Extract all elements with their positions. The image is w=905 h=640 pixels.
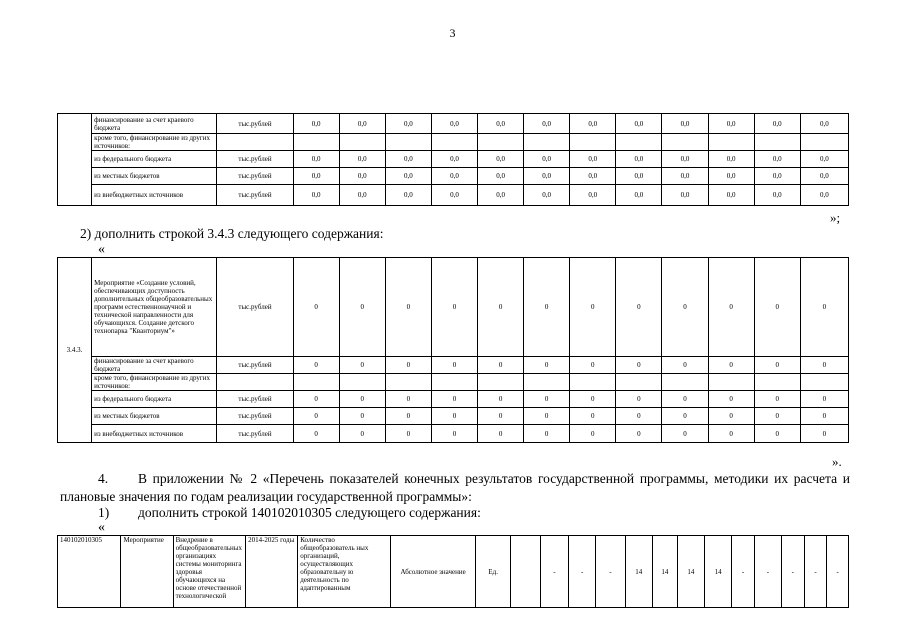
row-value [524,374,570,391]
row-value: 0 [616,391,662,408]
row-value [385,134,431,151]
row-value: 0 [293,258,339,357]
row-value: 0,0 [339,185,385,206]
row-number [58,114,92,206]
row-unit: тыс.рублей [217,425,293,443]
row-value: 0,0 [616,151,662,168]
row-unit: тыс.рублей [217,391,293,408]
row-value: 0 [293,391,339,408]
indicator-value: - [540,536,568,608]
row-value: 0 [800,357,848,374]
row-name: из местных бюджетов [92,168,217,185]
row-value: 0,0 [524,185,570,206]
row-value: 0,0 [754,185,800,206]
row-value [754,374,800,391]
indicator-description: Количество общеобразователь ных организаций, осуществляющих образовательну ю деятельность по адаптированным [298,536,391,608]
row-value: 0 [754,391,800,408]
row-unit [217,134,293,151]
row-value: 0 [524,425,570,443]
row-name: финансирование за счет краевого бюджета [92,114,217,134]
row-value: 0,0 [662,114,708,134]
row-unit [217,374,293,391]
row-value [339,374,385,391]
item-4-1-text: дополнить строкой 140102010305 следующего содержания: [138,505,481,520]
row-value: 0 [431,391,477,408]
row-value: 0 [708,391,754,408]
indicator-value: 14 [625,536,652,608]
row-value: 0,0 [478,168,524,185]
table-row [58,151,849,168]
indicator-measure-name: Внедрение в общеобразовательных организациях системы мониторинга здоровья обучающихся на основе отечественной технологической [173,536,246,608]
row-value: 0,0 [662,185,708,206]
row-value [478,134,524,151]
row-value: 0,0 [293,185,339,206]
row-value: 0 [708,408,754,425]
row-value: 0,0 [293,151,339,168]
table-row [58,391,849,408]
row-value: 0 [478,258,524,357]
row-value: 0 [385,357,431,374]
row-value: 0 [662,408,708,425]
indicator-value: 14 [652,536,677,608]
item-2-text: 2) дополнить строкой 3.4.3 следующего содержания: [80,226,384,241]
row-value [293,134,339,151]
row-value: 0,0 [616,168,662,185]
row-value: 0,0 [570,151,616,168]
indicator-value: - [782,536,805,608]
row-value [570,374,616,391]
row-value: 0 [385,391,431,408]
row-value: 0 [662,258,708,357]
row-value: 0,0 [570,114,616,134]
row-value: 0 [431,408,477,425]
indicator-period: 2014-2025 годы [246,536,298,608]
row-value: 0,0 [662,168,708,185]
row-name: Мероприятие «Создание условий, обеспечивающих доступность дополнительных общеобразовательных программ естественнонаучной и технической направленности для обучающихся. Создание детского технопарка "Кванториум"» [92,258,217,357]
row-value: 0 [754,425,800,443]
row-value [339,134,385,151]
row-value: 0,0 [800,114,848,134]
row-value: 0 [339,391,385,408]
row-value [293,374,339,391]
row-value: 0 [570,408,616,425]
row-value: 0 [293,425,339,443]
row-value [708,134,754,151]
row-value [708,374,754,391]
indicator-value: 14 [704,536,731,608]
table2-closing-quote: ». [832,454,842,469]
row-value: 0 [431,357,477,374]
row-name: из местных бюджетов [92,408,217,425]
row-value: 0 [478,408,524,425]
row-value: 0 [754,408,800,425]
row-value: 0,0 [431,114,477,134]
row-number: 3.4.3. [58,258,92,443]
row-value: 0 [524,391,570,408]
row-value: 0 [293,357,339,374]
row-value: 0 [708,357,754,374]
row-unit: тыс.рублей [217,114,293,134]
row-value: 0,0 [524,151,570,168]
row-value: 0 [431,258,477,357]
row-unit: тыс.рублей [217,357,293,374]
row-value: 0 [570,357,616,374]
table-row [58,185,849,206]
row-value: 0,0 [800,185,848,206]
table-row [58,114,849,134]
row-value: 0,0 [431,168,477,185]
row-value: 0 [616,408,662,425]
row-name: кроме того, финансирование из других источников: [92,134,217,151]
indicator-table [57,535,849,608]
row-value: 0,0 [385,151,431,168]
row-value [431,134,477,151]
row-value: 0 [662,425,708,443]
measure-343-table [57,257,849,443]
row-unit: тыс.рублей [217,151,293,168]
row-value: 0 [662,391,708,408]
row-value: 0 [293,408,339,425]
table-row [58,408,849,425]
item-4-text: В приложении № 2 «Перечень показателей конечных результатов государственной программы, методики их расчета и плановые значения по годам реализации государственной программы»: [60,471,850,504]
row-value: 0 [339,408,385,425]
row-value: 0,0 [754,151,800,168]
row-value: 0 [339,425,385,443]
row-value: 0 [385,258,431,357]
row-value [662,374,708,391]
row-value: 0,0 [431,185,477,206]
item-4-1-number: 1) [98,505,110,520]
row-value: 0 [800,425,848,443]
row-value: 0 [754,258,800,357]
row-value: 0 [431,425,477,443]
table-row [58,134,849,151]
row-value: 0,0 [708,185,754,206]
indicator-value-type: Абсолютное значение [391,536,476,608]
row-value: 0,0 [754,114,800,134]
row-value: 0,0 [339,168,385,185]
row-value: 0 [616,357,662,374]
row-value: 0 [478,425,524,443]
row-value [478,374,524,391]
row-value: 0,0 [616,185,662,206]
item-4-number: 4. [98,471,109,486]
table1-closing-quote: »; [830,210,841,225]
row-value [800,134,848,151]
row-value: 0,0 [800,168,848,185]
row-value: 0,0 [478,185,524,206]
row-value [616,374,662,391]
page-number: 3 [449,26,456,40]
row-value: 0 [524,408,570,425]
row-value: 0,0 [570,168,616,185]
row-name: из внебюджетных источников [92,185,217,206]
row-value: 0,0 [385,185,431,206]
row-value: 0,0 [708,168,754,185]
table-row [58,374,849,391]
row-value: 0,0 [708,151,754,168]
financing-table-continuation [57,113,849,206]
indicator-value: - [754,536,781,608]
row-value: 0,0 [662,151,708,168]
row-value: 0,0 [524,168,570,185]
row-value: 0 [385,408,431,425]
row-value: 0 [570,391,616,408]
row-value: 0,0 [293,114,339,134]
row-name: из внебюджетных источников [92,425,217,443]
row-value: 0 [708,425,754,443]
row-value: 0 [570,425,616,443]
row-value [662,134,708,151]
row-value: 0 [478,391,524,408]
table-row [58,425,849,443]
indicator-value: - [596,536,625,608]
row-value: 0 [385,425,431,443]
table-row [58,357,849,374]
row-name: из федерального бюджета [92,151,217,168]
row-value: 0 [662,357,708,374]
row-value: 0,0 [385,168,431,185]
row-value: 0 [524,258,570,357]
indicator-value: - [732,536,755,608]
row-value: 0 [570,258,616,357]
row-value: 0,0 [339,151,385,168]
indicator-value: - [569,536,596,608]
row-value: 0,0 [478,114,524,134]
row-value: 0 [616,425,662,443]
row-value: 0,0 [616,114,662,134]
indicator-value: 14 [677,536,704,608]
row-name: финансирование за счет краевого бюджета [92,357,217,374]
row-value [431,374,477,391]
indicator-code: 140102010305 [58,536,121,608]
row-value: 0 [800,258,848,357]
item-4-1-open-quote: « [98,520,105,535]
indicator-value: - [827,536,849,608]
row-value: 0 [339,258,385,357]
row-value: 0,0 [293,168,339,185]
table-row [58,168,849,185]
row-name: из федерального бюджета [92,391,217,408]
row-value [524,134,570,151]
row-value: 0,0 [524,114,570,134]
indicator-value [511,536,540,608]
row-value: 0 [708,258,754,357]
item-2-open-quote: « [98,242,105,257]
row-value [385,374,431,391]
row-value: 0,0 [708,114,754,134]
indicator-type: Мероприятие [121,536,173,608]
row-value: 0 [524,357,570,374]
row-value: 0,0 [431,151,477,168]
row-value: 0,0 [478,151,524,168]
row-value [754,134,800,151]
indicator-value: - [804,536,827,608]
table-row [58,258,849,357]
row-value: 0,0 [385,114,431,134]
row-value [570,134,616,151]
row-value: 0 [800,391,848,408]
row-unit: тыс.рублей [217,185,293,206]
row-value: 0,0 [339,114,385,134]
row-value: 0 [478,357,524,374]
row-value: 0,0 [800,151,848,168]
row-value: 0 [800,408,848,425]
row-unit: тыс.рублей [217,258,293,357]
row-value: 0,0 [754,168,800,185]
row-unit: тыс.рублей [217,408,293,425]
row-name: кроме того, финансирование из других источников: [92,374,217,391]
row-value: 0,0 [570,185,616,206]
row-unit: тыс.рублей [217,168,293,185]
row-value [800,374,848,391]
row-value: 0 [616,258,662,357]
row-value [616,134,662,151]
row-value: 0 [339,357,385,374]
indicator-unit: Ед. [476,536,511,608]
row-value: 0 [754,357,800,374]
